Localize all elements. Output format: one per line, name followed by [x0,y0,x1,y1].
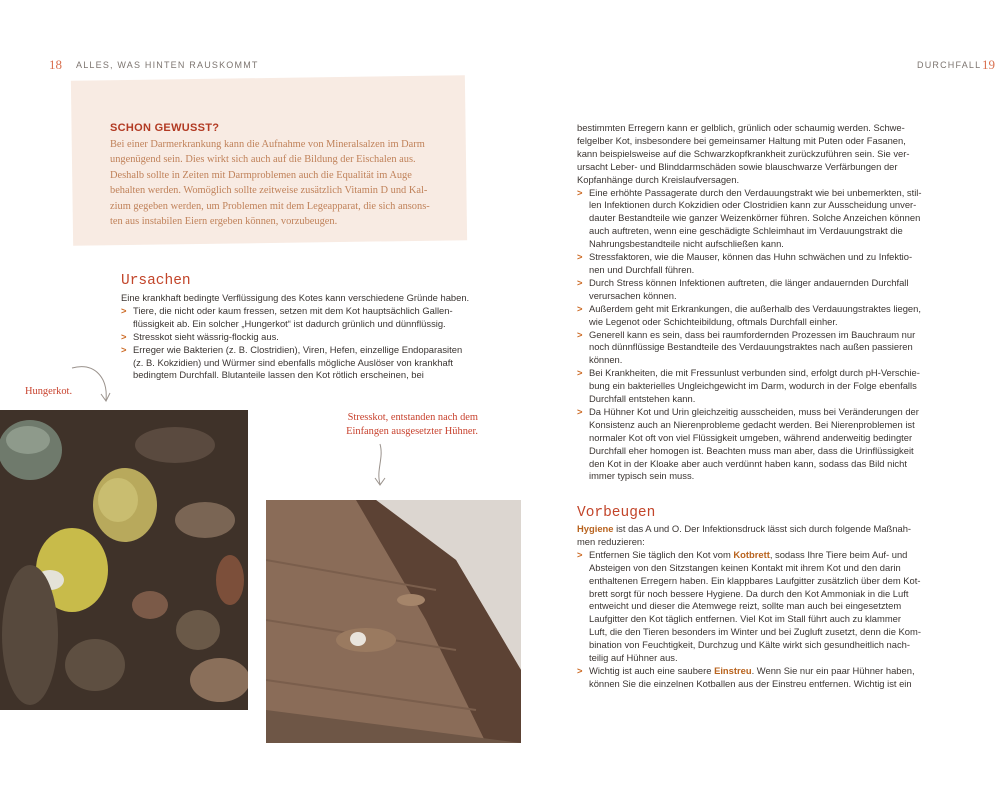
bullet-line: bedingtem Durchfall. Blutanteile lassen den Kot rötlich erscheinen, bei [133,369,424,381]
bullet-line: > Stressfaktoren, wie die Mauser, können das Huhn schwächen und zu Infektio- [589,251,913,263]
caption-stresskot-line1: Stresskot, entstanden nach dem [347,412,478,423]
bullet-line: Durchfall eher homogen ist. Beachten muss man aber, dass die Urinflüssigkeit [589,444,914,456]
bullet-line: Laufgitter den Kot täglich entfernen. Viel Kot im Stall führt auch zu klammer [589,613,901,625]
photo-hungerkot-image [0,410,248,710]
bullet-line: verursachen können. [589,289,677,301]
vorbeugen-b1-post: , sodass Ihre Tiere beim Auf- und [769,548,908,560]
right-column-bullet [577,329,972,368]
caption-arrow-stresskot [366,440,396,490]
bullet-line: > Erreger wie Bakterien (z. B. Clostridien), Viren, Hefen, einzellige Endoparasiten [133,343,463,355]
running-head-right: DURCHFALL [917,60,982,70]
bullet-line: Absteigen von den Sitzstangen keinen Kontakt mit ihrem Kot und den darin [589,561,901,573]
bullet-line: normaler Kot oft von viel Flüssigkeit umgeben, während anderweitig bedingter [589,431,913,443]
bullet-line: den Kot in der Kloake aber auch verdünnt haben kann, sodass das Bild nicht [589,457,907,469]
vorbeugen-bullet-einstreu [577,665,972,691]
photo-hungerkot [0,410,248,710]
bullet-line: teilig auf Hühner aus. [589,652,678,664]
bullet-line: flüssigkeit ab. Ein solcher „Hungerkot“ ist dadurch grünlich und dünnflüssig. [133,317,446,329]
bullet-line: bung ein bakterielles Ungleichgewicht im Darm, wodurch in der Folge ebenfalls [589,380,917,392]
vorbeugen-intro-line2: men reduzieren: [577,535,645,547]
continuation-line: Kopfanhänge durch Kreislaufversagen. [577,173,740,185]
right-column-bullet [577,303,972,329]
ursachen-bullet [121,344,471,383]
page-number-right: 19 [982,57,995,72]
vorbeugen-b2-pre: Wichtig ist auch eine saubere [589,664,715,676]
bullet-line: Konsistenz auch an Nierenprobleme gedacht werden. Bei Nierenproblemen ist [589,418,915,430]
bullet-line: Luft, die den Tieren besonders im Winter und bei Zugluft zusetzt, denn die Kom- [589,626,921,638]
highlight-hygiene: Hygiene [577,523,614,534]
bullet-line: immer typisch sein muss. [589,470,695,482]
ursachen-bullet [121,305,471,331]
vorbeugen-body [577,523,972,691]
bullet-line: (z. B. Kokzidien) und Würmer sind ebenfalls mögliche Auslöser von krankhaft [133,356,453,368]
info-box-title: SCHON GEWUSST? [110,122,220,134]
bullet-line: > Außerdem geht mit Erkrankungen, die außerhalb des Verdauungstraktes liegen, [589,302,921,314]
ursachen-body [121,292,471,382]
bullet-line: brett sorgt für noch bessere Hygiene. Da durch den Kot Ammoniak in die Luft [589,587,909,599]
continuation-line: felgelber Kot, insbesondere bei gemeinsamer Haltung mit Puten oder Fasanen, [577,134,906,146]
bullet-line: > Tiere, die nicht oder kaum fressen, setzen mit dem Kot hauptsächlich Gallen- [133,304,453,316]
bullet-line: können. [589,354,623,366]
bullet-line: > Generell kann es sein, dass bei raumfordernden Prozessen im Bauchraum nur [589,328,916,340]
caption-stresskot [340,411,478,439]
bullet-line: len Infektionen durch Kokzidien oder Clostridien kann zur Ausscheidung unver- [589,199,917,211]
bullet-line: nen und Durchfall führen. [589,263,695,275]
right-column-body [577,122,972,483]
info-box-line: zium gegeben werden, um Problemen mit dem Legeapparat, die sich ansons- [110,200,430,212]
bullet-line: bination von Feuchtigkeit, Durchzug und Kälte wirkt sich gesundheitlich nach- [589,639,911,651]
info-box-line: ungenügend sein. Dies wirkt sich auch auf die Bildung der Eischalen aus. [110,154,416,166]
bullet-line: Nahrungsbestandteile nicht aufschließen kann. [589,238,784,250]
info-box-line: ten aus instabilen Eiern ergeben können, vorzubeugen. [110,216,338,228]
section-heading-ursachen: Ursachen [121,273,191,289]
info-box-line: Bei einer Darmerkrankung kann die Aufnahme von Mineralsalzen im Darm [110,139,425,150]
right-column-bullet [577,367,972,406]
running-head-left: ALLES, WAS HINTEN RAUSKOMMT [76,60,259,70]
bullet-line: auch auftreten, wenn eine geschädigte Schleimhaut im Verdauungstrakt die [589,225,903,237]
bullet-line: können Sie die einzelnen Kotballen aus der Einstreu entfernen. Wichtig ist ein [589,677,912,689]
caption-arrow-hungerkot [60,360,120,410]
highlight-kotbrett: Kotbrett [733,548,770,560]
caption-stresskot-line2: Einfangen ausgesetzter Hühner. [346,426,478,437]
info-box-line: Deshalb sollte in Zeiten mit Darmproblemen auch die Equalität im Auge [110,169,412,181]
right-column-bullet [577,406,972,483]
caption-hungerkot: Hungerkot. [25,386,73,397]
photo-stresskot [266,500,521,743]
bullet-line: > Bei Krankheiten, die mit Fressunlust verbunden sind, erfolgt durch pH-Verschie- [589,367,920,379]
vorbeugen-b2-post: . Wenn Sie nur ein paar Hühner haben, [751,664,915,676]
bullet-line: enthaltenen Erregern haben. Ein klappbares Laufgitter zusätzlich über dem Kot- [589,574,921,586]
vorbeugen-intro: ist das A und O. Der Infektionsdruck lässt sich durch folgende Maßnah- [613,523,912,534]
bullet-line: > Durch Stress können Infektionen auftreten, die länger andauernden Durchfall [589,276,909,288]
bullet-line: > Eine erhöhte Passagerate durch den Verdauungstrakt wie bei unbemerkten, stil- [589,186,922,198]
bullet-line: > Stresskot sieht wässrig-flockig aus. [133,330,279,342]
page-number-left: 18 [49,57,62,72]
continuation-line: bestimmten Erregern kann er gelblich, grünlich oder schaumig werden. Schwe- [577,122,905,133]
bullet-line: wie Legenot oder Schichteibildung, oftmals Durchfall einher. [589,315,838,327]
ursachen-bullet [121,331,471,344]
photo-stresskot-image [266,500,521,743]
right-column-bullet [577,277,972,303]
right-column-bullet [577,187,972,252]
bullet-line: Durchfall entstehen kann. [589,393,696,405]
info-box-text [110,137,450,229]
section-heading-vorbeugen: Vorbeugen [577,505,656,521]
vorbeugen-bullet-kotbrett [577,549,972,665]
bullet-line: entweicht und dieser die Atemwege reizt, sollte man auch bei eingesetztem [589,600,902,612]
info-box-line: behalten werden. Womöglich sollte zeitweise zusätzlich Vitamin D und Kal- [110,185,428,197]
vorbeugen-b1-pre: Entfernen Sie täglich den Kot vom [589,548,734,560]
right-column-bullet [577,251,972,277]
continuation-line: ursacht Leber- und Blinddarmschäden sowie blauschwarze Verfärbungen der [577,160,898,172]
highlight-einstreu: Einstreu [714,664,752,676]
continuation-line: kann beispielsweise auf die Schwarzkopfkrankheit zurückzuführen sein. Sie ver- [577,147,910,159]
bullet-line: noch dünnflüssige Bestandteile des Verdauungstraktes nach außen passieren [589,341,913,353]
ursachen-intro: Eine krankhaft bedingte Verflüssigung des Kotes kann verschiedene Gründe haben. [121,292,470,303]
bullet-line: dauter Bestandteile wie ganzer Weizenkörner führen. Solche Anzeichen können [589,212,921,224]
bullet-line: > Da Hühner Kot und Urin gleichzeitig ausscheiden, muss bei Veränderungen der [589,405,919,417]
